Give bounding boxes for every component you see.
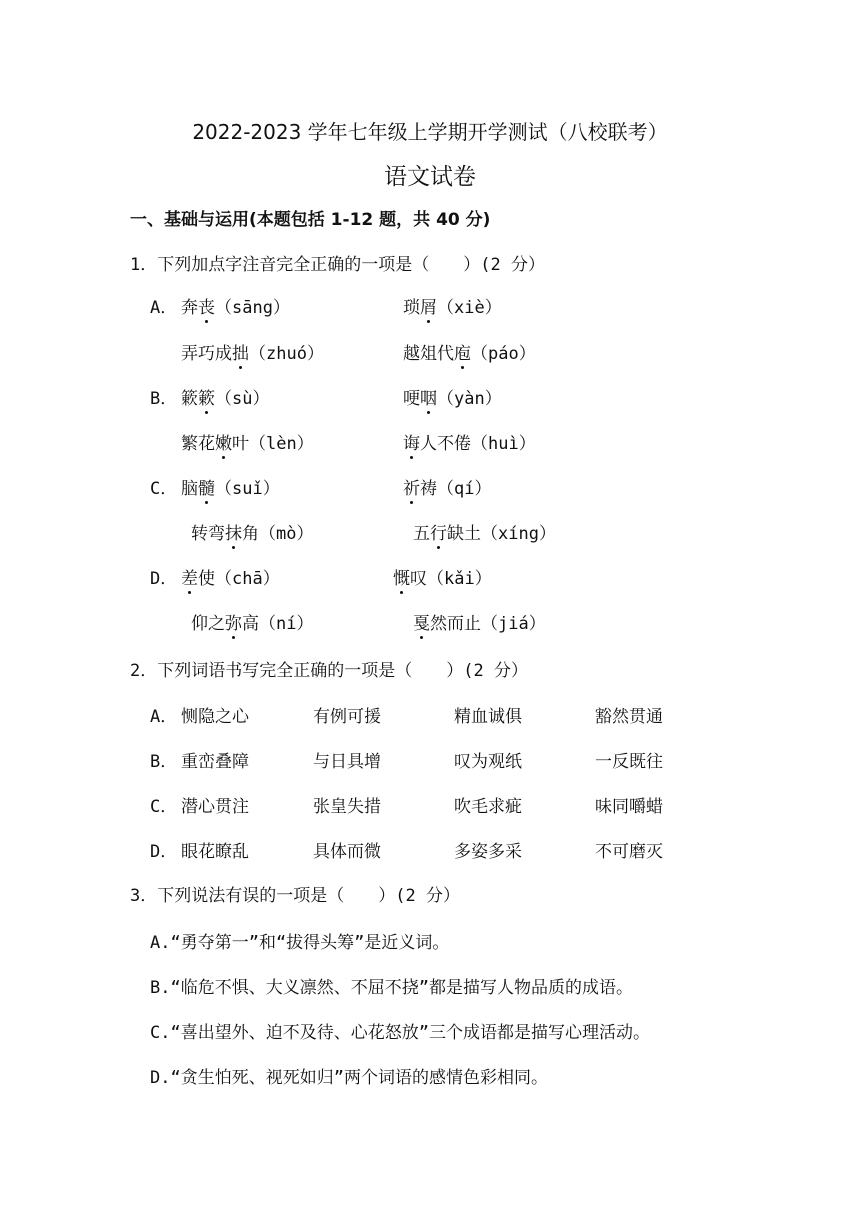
emphasis-dot-char: 戛 — [413, 614, 430, 634]
q1-c-word-3: 转弯抹角（mò） — [191, 524, 314, 544]
q2-c-word-3: 吹毛求疵 — [454, 797, 522, 817]
question-3-stem: 3．下列说法有误的一项是（ ）(2 分） — [130, 886, 460, 906]
q1-d-word-1: 差使（chā） — [181, 569, 280, 589]
q1-option-d-label: D． — [150, 569, 178, 589]
q1-a-word-1: 奔丧（sāng） — [181, 298, 290, 318]
q2-d-word-3: 多姿多采 — [454, 842, 522, 862]
emphasis-dot-char: 抹 — [225, 524, 242, 544]
q1-option-a-label: A． — [150, 298, 178, 318]
q2-option-a-label: A． — [150, 707, 178, 727]
section-heading: 一、基础与运用(本题包括 1-12 题，共 40 分) — [130, 210, 491, 230]
q2-d-word-2: 具体而微 — [313, 842, 381, 862]
emphasis-dot-char: 簌 — [198, 389, 215, 409]
emphasis-dot-char: 行 — [430, 524, 447, 544]
q2-b-word-3: 叹为观纸 — [454, 752, 522, 772]
emphasis-dot-char: 庖 — [454, 344, 471, 364]
emphasis-dot-char: 差 — [181, 569, 198, 589]
question-2-stem: 2．下列词语书写完全正确的一项是（ ）(2 分） — [130, 661, 528, 681]
q1-a-word-2: 琐屑（xiè） — [403, 298, 502, 318]
q2-b-word-2: 与日具增 — [313, 752, 381, 772]
question-1-stem: 1．下列加点字注音完全正确的一项是（ ）(2 分） — [130, 255, 545, 275]
q2-d-word-1: 眼花瞭乱 — [181, 842, 249, 862]
q1-a-word-4: 越俎代庖（páo） — [403, 344, 536, 364]
q1-a-word-3: 弄巧成拙（zhuó） — [181, 344, 324, 364]
q1-b-word-3: 繁花嫩叶（lèn） — [181, 434, 314, 454]
q2-c-word-1: 潜心贯注 — [181, 797, 249, 817]
emphasis-dot-char: 咽 — [420, 389, 437, 409]
q2-b-word-4: 一反既往 — [595, 752, 663, 772]
q2-b-word-1: 重峦叠障 — [181, 752, 249, 772]
emphasis-dot-char: 嫩 — [215, 434, 232, 454]
emphasis-dot-char: 屑 — [420, 298, 437, 318]
q3-option-c: C.“喜出望外、迫不及待、心花怒放”三个成语都是描写心理活动。 — [150, 1023, 650, 1043]
q2-option-b-label: B． — [150, 752, 178, 772]
q1-d-word-2: 慨叹（kǎi） — [393, 569, 492, 589]
q2-a-word-4: 豁然贯通 — [595, 707, 663, 727]
q2-c-word-2: 张皇失措 — [313, 797, 381, 817]
emphasis-dot-char: 慨 — [393, 569, 410, 589]
q2-c-word-4: 味同嚼蜡 — [595, 797, 663, 817]
q1-c-word-4: 五行缺土（xíng） — [413, 524, 556, 544]
q1-b-word-2: 哽咽（yàn） — [403, 389, 502, 409]
q3-option-d: D.“贪生怕死、视死如归”两个词语的感情色彩相同。 — [150, 1068, 548, 1088]
q1-c-word-1: 脑髓（suǐ） — [181, 479, 280, 499]
q2-a-word-1: 恻隐之心 — [181, 707, 249, 727]
q3-option-b: B.“临危不惧、大义凛然、不屈不挠”都是描写人物品质的成语。 — [150, 978, 633, 998]
emphasis-dot-char: 丧 — [198, 298, 215, 318]
emphasis-dot-char: 拙 — [232, 344, 249, 364]
q1-d-word-3: 仰之弥高（ní） — [191, 614, 314, 634]
exam-subtitle: 语文试卷 — [384, 164, 476, 190]
q2-option-c-label: C． — [150, 797, 178, 817]
q1-c-word-2: 祈祷（qí） — [403, 479, 492, 499]
q2-a-word-2: 有例可援 — [313, 707, 381, 727]
q3-option-a: A.“勇夺第一”和“拔得头筹”是近义词。 — [150, 933, 450, 953]
q1-b-word-1: 簌簌（sù） — [181, 389, 270, 409]
q1-option-b-label: B． — [150, 389, 178, 409]
q1-option-c-label: C． — [150, 479, 178, 499]
emphasis-dot-char: 诲 — [403, 434, 420, 454]
q2-d-word-4: 不可磨灭 — [595, 842, 663, 862]
emphasis-dot-char: 祈 — [403, 479, 420, 499]
emphasis-dot-char: 弥 — [225, 614, 242, 634]
exam-title: 2022-2023 学年七年级上学期开学测试（八校联考） — [192, 120, 668, 144]
q1-b-word-4: 诲人不倦（huì） — [403, 434, 536, 454]
q2-option-d-label: D． — [150, 842, 178, 862]
emphasis-dot-char: 髓 — [198, 479, 215, 499]
q1-d-word-4: 戛然而止（jiá） — [413, 614, 546, 634]
q2-a-word-3: 精血诚俱 — [454, 707, 522, 727]
